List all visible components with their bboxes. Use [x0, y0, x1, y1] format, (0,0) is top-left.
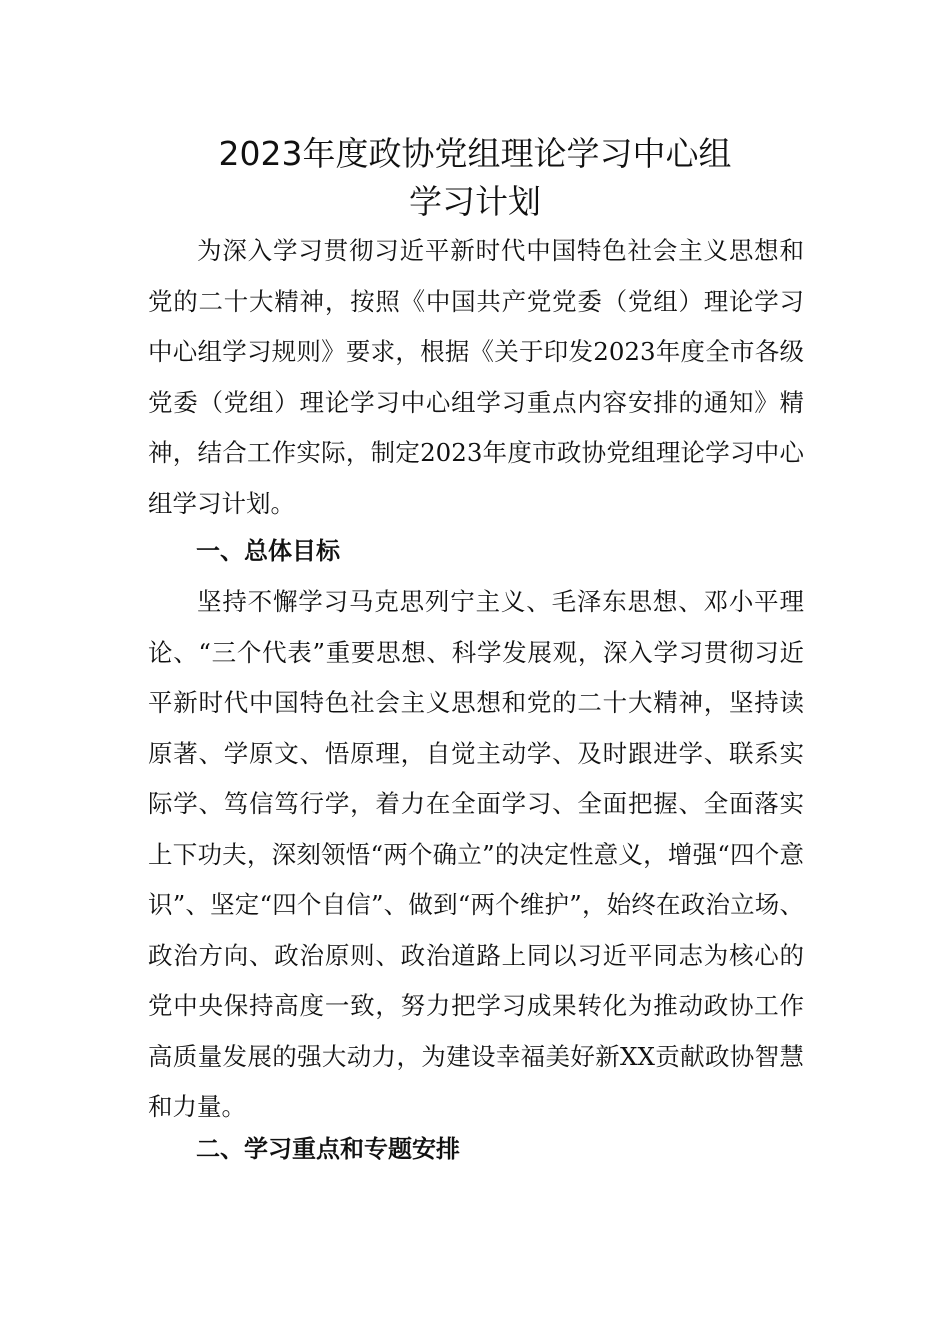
section1-paragraph: 坚持不懈学习马克思列宁主义、毛泽东思想、邓小平理论、“三个代表”重要思想、科学发展观，深入学习贯彻习近平新时代中国特色社会主义思想和党的二十大精神，坚持读原著、学原文、悟原理，自觉主动学、及时跟进学、联系实际学、笃信笃行学，着力在全面学习、全面把握、全面落实上下功夫，深刻领悟“两个确立”的决定性意义，增强“四个意识”、坚定“四个自信”、做到“两个维护”，始终在政治立场、政治方向、政治原则、政治道路上同以习近平同志为核心的党中央保持高度一致，努力把学习成果转化为推动政协工作高质量发展的强大动力，为建设幸福美好新XX贡献政协智慧和力量。	[148, 587, 804, 1121]
document-title-line1: 2023年度政协党组理论学习中心组	[218, 134, 732, 173]
section1-heading: 一、总体目标	[196, 537, 340, 565]
section2-heading: 二、学习重点和专题安排	[196, 1135, 460, 1163]
document-title-line2: 学习计划	[409, 182, 541, 221]
intro-paragraph: 为深入学习贯彻习近平新时代中国特色社会主义思想和党的二十大精神，按照《中国共产党党委（党组）理论学习中心组学习规则》要求，根据《关于印发2023年度全市各级党委（党组）理论学习中心组学习重点内容安排的通知》精神，结合工作实际，制定2023年度市政协党组理论学习中心组学习计划。	[148, 236, 804, 518]
